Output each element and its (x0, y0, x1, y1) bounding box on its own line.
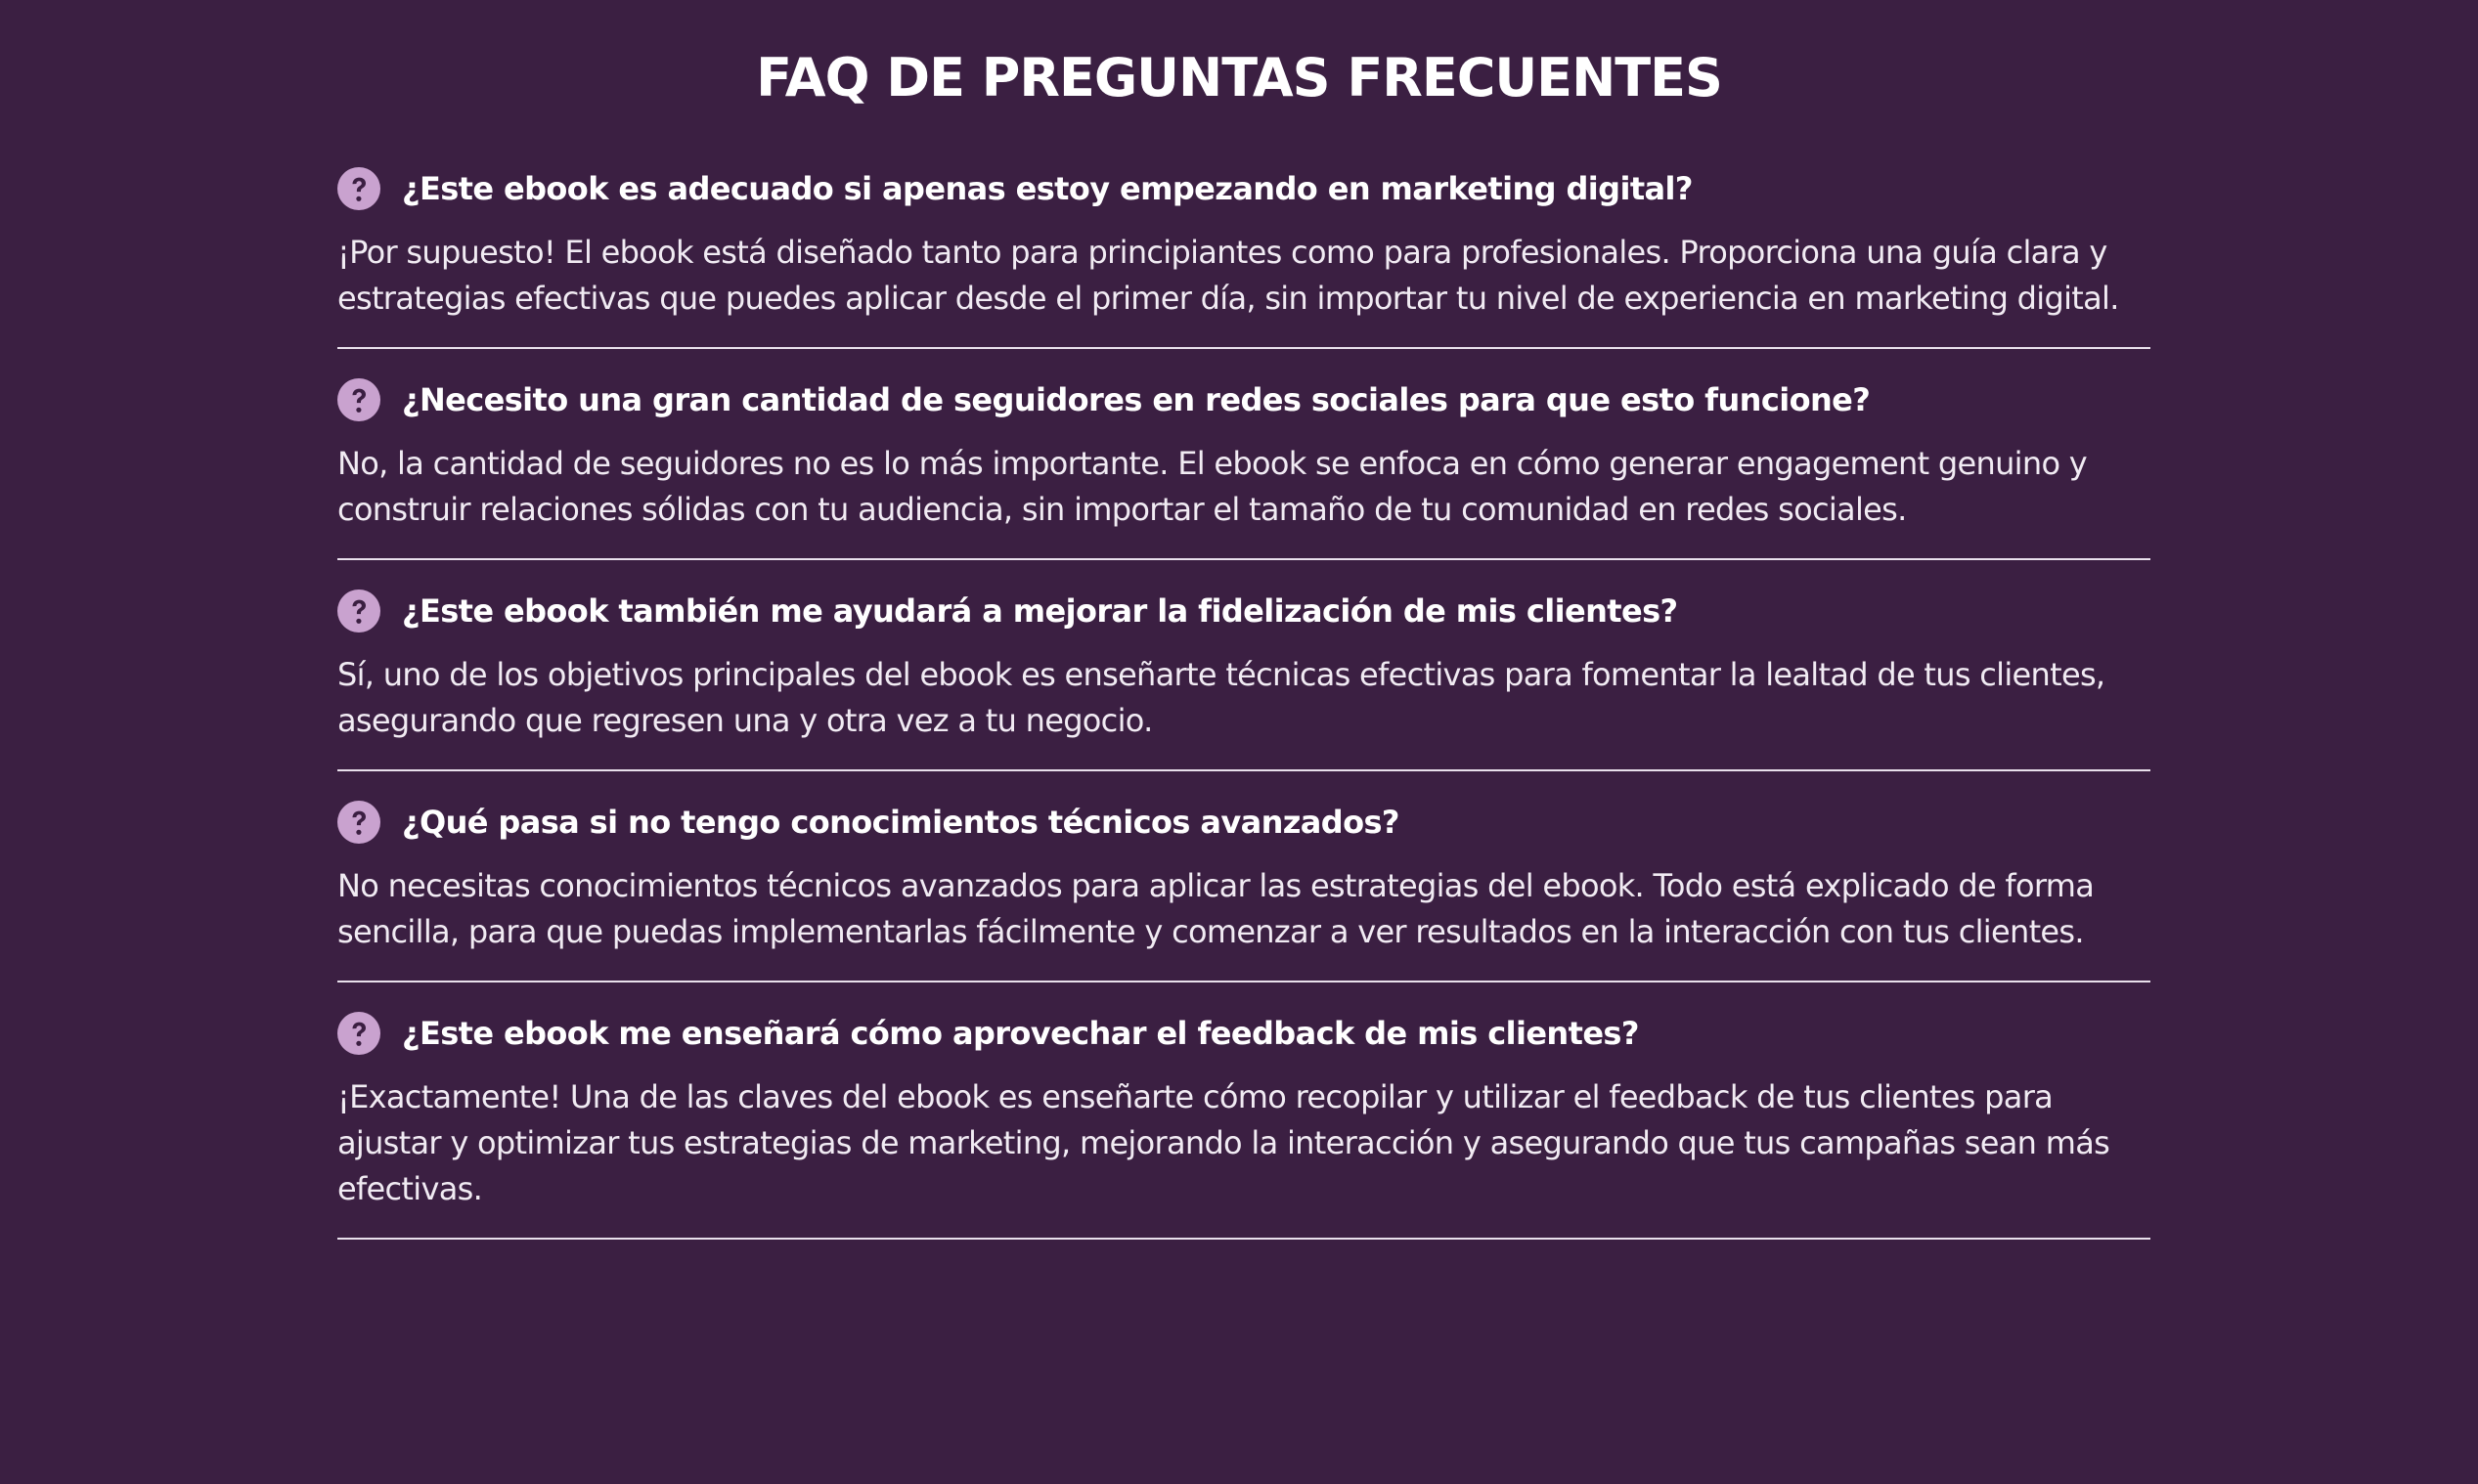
page-title: FAQ DE PREGUNTAS FRECUENTES (756, 47, 1722, 109)
question-circle-icon (337, 589, 380, 633)
faq-question[interactable] (337, 795, 2150, 850)
faq-answer-text: No, la cantidad de seguidores no es lo más importante. El ebook se enfoca en cómo generar engagement genuino y construir relaciones sólidas con tu audiencia, sin importar el tamaño de tu comunidad en redes sociales. (337, 445, 2088, 528)
faq-list (337, 152, 2150, 1240)
faq-question-text: ¿Este ebook es adecuado si apenas estoy empezando en marketing digital? (402, 170, 1693, 207)
faq-question[interactable] (337, 161, 2150, 216)
faq-answer-text: Sí, uno de los objetivos principales del ebook es enseñarte técnicas efectivas para fomentar la lealtad de tus clientes, asegurando que regresen una y otra vez a tu negocio. (337, 656, 2105, 739)
faq-item (337, 560, 2150, 771)
question-circle-icon (337, 378, 380, 421)
faq-question-text: ¿Este ebook me enseñará cómo aprovechar el feedback de mis clientes? (402, 1015, 1639, 1052)
faq-item (337, 349, 2150, 560)
question-circle-icon (337, 801, 380, 844)
faq-question-text: ¿Qué pasa si no tengo conocimientos técnicos avanzados? (402, 804, 1399, 841)
faq-answer-text: ¡Exactamente! Una de las claves del ebook es enseñarte cómo recopilar y utilizar el feedback de tus clientes para ajustar y optimizar tus estrategias de marketing, mejorando la interacción y asegurando que tus campañas sean más efectivas. (337, 1078, 2110, 1207)
faq-question[interactable] (337, 372, 2150, 427)
faq-answer-text: ¡Por supuesto! El ebook está diseñado tanto para principiantes como para profesionales. Proporciona una guía clara y estrategias efectivas que puedes aplicar desde el primer día, sin importar tu nivel de experiencia en marketing digital. (337, 234, 2119, 317)
faq-item (337, 771, 2150, 982)
faq-item (337, 152, 2150, 349)
question-circle-icon (337, 167, 380, 210)
faq-question-text: ¿Este ebook también me ayudará a mejorar la fidelización de mis clientes? (402, 592, 1678, 630)
faq-question-text: ¿Necesito una gran cantidad de seguidores en redes sociales para que esto funcione? (402, 381, 1871, 418)
faq-item (337, 982, 2150, 1240)
faq-answer-text: No necesitas conocimientos técnicos avanzados para aplicar las estrategias del ebook. Todo está explicado de forma sencilla, para que puedas implementarlas fácilmente y comenzar a ver resultados en la interacción con tus clientes. (337, 867, 2095, 950)
question-circle-icon (337, 1012, 380, 1055)
faq-question[interactable] (337, 584, 2150, 638)
faq-question[interactable] (337, 1006, 2150, 1061)
